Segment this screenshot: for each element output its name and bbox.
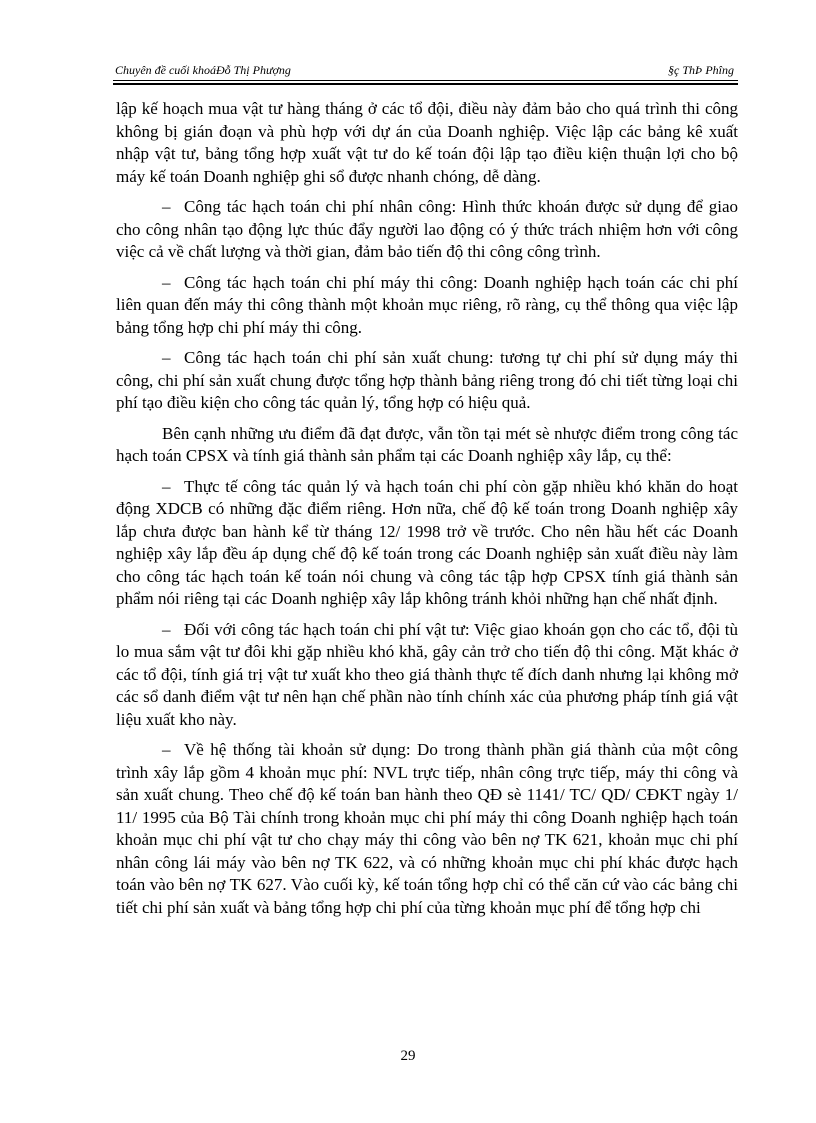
page-number: 29 — [400, 1048, 416, 1064]
paragraph: – Công tác hạch toán chi phí sản xuất chung: tương tự chi phí sử dụng máy thi công, chi phí sản xuất chung được tổng hợp thành bảng riêng trong đó chi tiết từng loại chi phí tạo điều kiện cho công tác quản lý, tổng hợp có hiệu quả. — [116, 348, 738, 412]
dash-bullet: – — [162, 348, 171, 367]
dash-bullet: – — [162, 740, 171, 759]
page-header — [113, 60, 738, 80]
header-left-text: Chuyên đề cuối khoáĐỗ Thị Phượng — [115, 63, 291, 77]
dash-bullet: – — [162, 272, 171, 292]
header-right-text: §ç ThÞ Phîng — [668, 63, 734, 77]
dash-bullet: – — [162, 476, 171, 496]
paragraph: – Thực tế công tác quản lý và hạch toán chi phí còn gặp nhiều khó khăn do hoạt động XDCB có những đặc điểm riêng. Hơn nữa, chế độ kế toán trong Doanh nghiệp xây lắp chưa được ban hành kể từ tháng 12/ 1998 trở về trước. Cho nên hầu hết các Doanh nghiệp xây lắp đều áp dụng chế độ kế toán trong các Doanh nghiệp sản xuất điều này làm cho công tác hạch toán kế toán nói chung và công tác tập hợp CPSX tính giá thành sản phẩm nói riêng tại các Doanh nghiệp xây lắp không tránh khỏi những hạn chế nhất định. — [116, 476, 738, 608]
paragraph: – Công tác hạch toán chi phí nhân công: Hình thức khoán được sử dụng để giao cho công nhân tạo động lực thúc đẩy người lao động có ý thức trách nhiệm hơn với công việc cả về chất lượng và thời gian, đảm bảo tiến độ thi công công trình. — [116, 197, 738, 261]
header-rule-double — [113, 83, 738, 85]
paragraph: – Về hệ thống tài khoản sử dụng: Do trong thành phần giá thành của một công trình xây lắp gồm 4 khoản mục phí: NVL trực tiếp, nhân công trực tiếp, máy thi công và sản xuất chung. Theo chế độ kế toán ban hành theo QĐ sè 1141/ TC/ QD/ CĐKT ngày 1/ 11/ 1995 của Bộ Tài chính trong khoản mục chi phí máy thi công Doanh nghiệp hạch toán khoản mục chi phí vật tư cho chạy máy thi công vào bên nợ TK 621, khoản mục chi phí nhân công lái máy vào bên nợ TK 622, và có những khoản mục chi phí khác được hạch toán vào bên nợ TK 627. Vào cuối kỳ, kế toán tổng hợp chỉ có thể căn cứ vào các bảng chi tiết chi phí sản xuất và bảng tổng hợp chi phí của từng khoản mục phí để tổng hợp chi — [116, 740, 738, 917]
dash-bullet: – — [162, 619, 171, 639]
paragraph: – Công tác hạch toán chi phí máy thi công: Doanh nghiệp hạch toán các chi phí liên quan đến máy thi công thành một khoản mục riêng, rõ ràng, cụ thể thông qua việc lập bảng tổng hợp chi phí máy thi công. — [116, 272, 738, 337]
dash-bullet: – — [162, 197, 171, 216]
paragraph: – Đối với công tác hạch toán chi phí vật tư: Việc giao khoán gọn cho các tổ, đội tù lo mua sắm vật tư đôi khi gặp nhiều khó khă, gây cản trở cho tiến độ thi công. Mặt khác ở các tổ đội, tính giá trị vật tư xuất kho theo giá thành thực tế đích danh nhưng lại không mở các sổ danh điểm vật tư nên hạn chế phần nào tính chính xác của phương pháp tính giá vật liệu xuất kho này. — [116, 619, 738, 729]
body-text — [116, 98, 738, 927]
header-rule — [113, 80, 738, 81]
paragraph: lập kế hoạch mua vật tư hàng tháng ở các tổ đội, điều này đảm bảo cho quá trình thi công không bị gián đoạn và phù hợp với dự án của Doanh nghiệp. Việc lập các bảng kê xuất nhập vật tư, bảng tổng hợp xuất vật tư do kế toán đội lập tạo điều kiện thuận lợi cho bộ máy kế toán Doanh nghiệp ghi sổ được nhanh chóng, dễ dàng. — [116, 99, 738, 186]
paragraph: Bên cạnh những ưu điểm đã đạt được, vẫn tồn tại mét sè nhược điểm trong công tác hạch toán CPSX và tính giá thành sản phẩm tại các Doanh nghiệp xây lắp, cụ thể: — [116, 423, 738, 465]
